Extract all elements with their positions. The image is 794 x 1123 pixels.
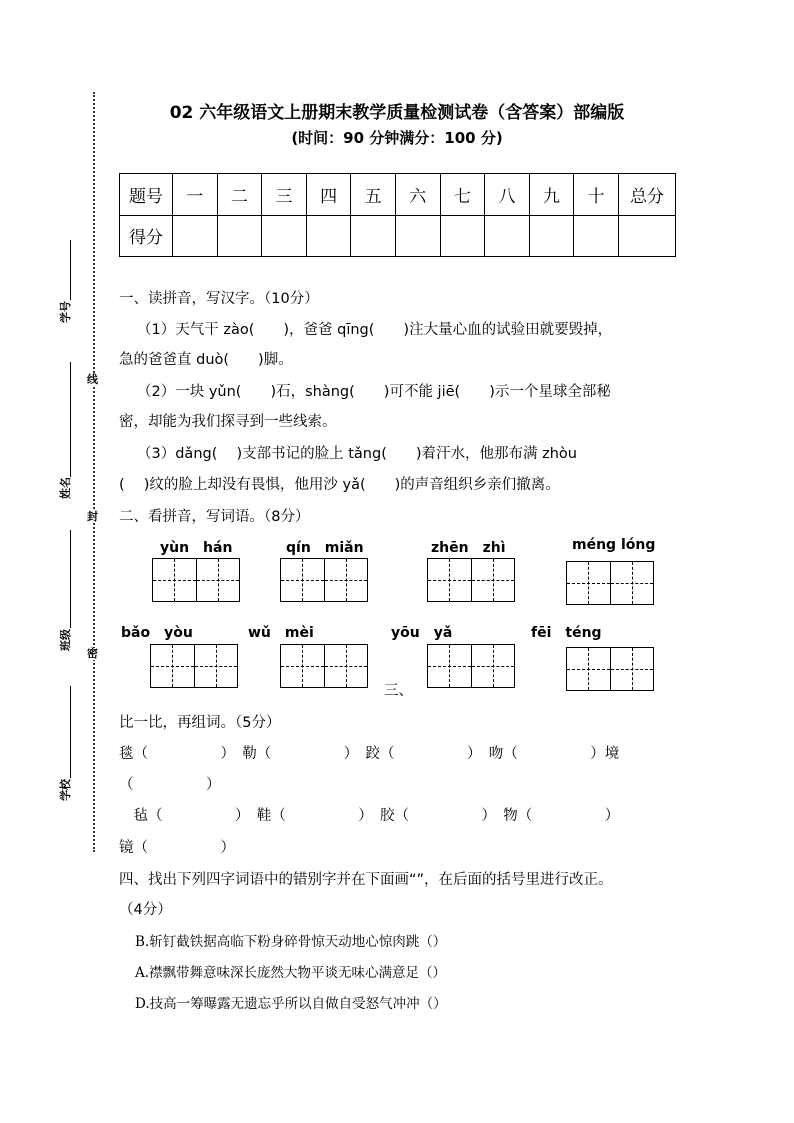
score-cell[interactable] — [306, 215, 351, 257]
binding-char-xian: 线 — [87, 373, 98, 386]
score-cell[interactable] — [440, 215, 485, 257]
section1-line: ( )纹的脸上却没有畏惧，他用沙 yǎ( )的声音组织乡亲们撤离。 — [119, 477, 560, 493]
side-label-name: 姓名 — [59, 477, 72, 499]
section3-line: （ ） — [119, 777, 221, 793]
section3-line: 毡（ ） 鞋（ ） 胶（ ） 物（ ） — [119, 808, 620, 824]
pinyin-label: yōu yǎ — [391, 625, 453, 641]
pinyin-label: wǔ mèi — [248, 625, 314, 641]
score-cell[interactable] — [395, 215, 440, 257]
score-table-score-row — [120, 215, 676, 257]
binding-char-mi: 密 — [87, 647, 98, 660]
pinyin-label: bǎo yòu — [121, 625, 193, 641]
score-table — [119, 173, 676, 257]
score-header-cell: 七 — [440, 174, 485, 216]
page-subtitle: (时间：90 分钟满分：100 分) — [291, 129, 503, 147]
score-cell[interactable] — [173, 215, 218, 257]
section1-line: （2）一块 yǔn( )石，shàng( )可不能 jiē( )示一个星球全部秘 — [137, 384, 611, 400]
page-title: 02 六年级语文上册期末教学质量检测试卷（含答案）部编版 — [169, 103, 625, 123]
section1-line: 密，却能为我们探寻到一些线索。 — [119, 414, 337, 430]
score-row-label: 得分 — [120, 215, 173, 257]
writing-grid[interactable] — [150, 644, 238, 688]
section4-item: A.襟飘带舞意味深长庞然大物平谈无味心满意足（） — [135, 965, 447, 981]
section4-heading: 四、找出下列四字词语中的错别字并在下面画“”，在后面的括号里进行改正。 — [119, 872, 613, 888]
score-cell[interactable] — [262, 215, 307, 257]
pinyin-label: fēi téng — [531, 625, 602, 641]
binding-char-feng: 封 — [87, 510, 98, 523]
score-table-header-row — [120, 174, 676, 216]
writing-grid[interactable] — [152, 558, 240, 602]
score-header-cell: 三 — [262, 174, 307, 216]
pinyin-label: yùn hán — [160, 540, 233, 556]
score-cell[interactable] — [529, 215, 574, 257]
section4-item: B.斩钉截铁据高临下粉身碎骨惊天动地心惊肉跳（） — [135, 934, 447, 950]
writing-grid[interactable] — [566, 647, 654, 691]
score-cell[interactable] — [217, 215, 262, 257]
pinyin-label: qín miǎn — [286, 540, 364, 556]
side-line-class — [70, 530, 71, 628]
writing-grid[interactable] — [427, 644, 515, 688]
score-header-cell: 五 — [351, 174, 396, 216]
binding-dotted-line — [93, 92, 95, 852]
section3-heading-number: 三、 — [384, 683, 413, 699]
pinyin-label: zhēn zhì — [431, 540, 506, 556]
score-header-cell: 题号 — [120, 174, 173, 216]
score-cell[interactable] — [351, 215, 396, 257]
score-header-cell: 总分 — [619, 174, 676, 216]
score-header-cell: 八 — [485, 174, 530, 216]
writing-grid[interactable] — [566, 561, 654, 605]
score-header-cell: 二 — [217, 174, 262, 216]
section1-line: （1）天气干 zào( )，爸爸 qīng( )注大量心血的试验田就要毁掉， — [137, 322, 613, 338]
score-cell[interactable] — [619, 215, 676, 257]
section4-item: D.技高一筹曝露无遗忘乎所以自做自受怒气冲冲（） — [135, 996, 447, 1012]
section1-line: 急的爸爸直 duò( )脚。 — [119, 352, 293, 368]
score-header-cell: 六 — [395, 174, 440, 216]
side-label-school: 学校 — [59, 779, 72, 801]
writing-grid[interactable] — [280, 644, 368, 688]
section3-line: 镜（ ） — [119, 840, 235, 856]
side-label-student-id: 学号 — [59, 301, 72, 323]
score-cell[interactable] — [574, 215, 619, 257]
score-cell[interactable] — [485, 215, 530, 257]
writing-grid[interactable] — [280, 558, 368, 602]
side-line-name — [70, 362, 71, 477]
score-header-cell: 九 — [529, 174, 574, 216]
section1-heading: 一、读拼音，写汉字。（10分） — [119, 291, 319, 307]
side-label-class: 班级 — [59, 629, 72, 651]
section4-score: （4分） — [119, 902, 172, 918]
side-line-school — [70, 686, 71, 778]
section1-line: （3）dǎng( )支部书记的脸上 tǎng( )着汗水，他那布满 zhòu — [137, 446, 577, 462]
section3-heading: 比一比，再组词。（5分） — [119, 715, 281, 731]
side-line-student-id — [70, 240, 71, 300]
score-header-cell: 一 — [173, 174, 218, 216]
section2-heading: 二、看拼音，写词语。（8分） — [119, 509, 310, 525]
pinyin-label: méng lóng — [572, 537, 656, 553]
section3-line: 毯（ ） 勒（ ） 跤（ ） 吻（ ）境 — [119, 746, 620, 762]
score-header-cell: 十 — [574, 174, 619, 216]
writing-grid[interactable] — [427, 558, 515, 602]
score-header-cell: 四 — [306, 174, 351, 216]
